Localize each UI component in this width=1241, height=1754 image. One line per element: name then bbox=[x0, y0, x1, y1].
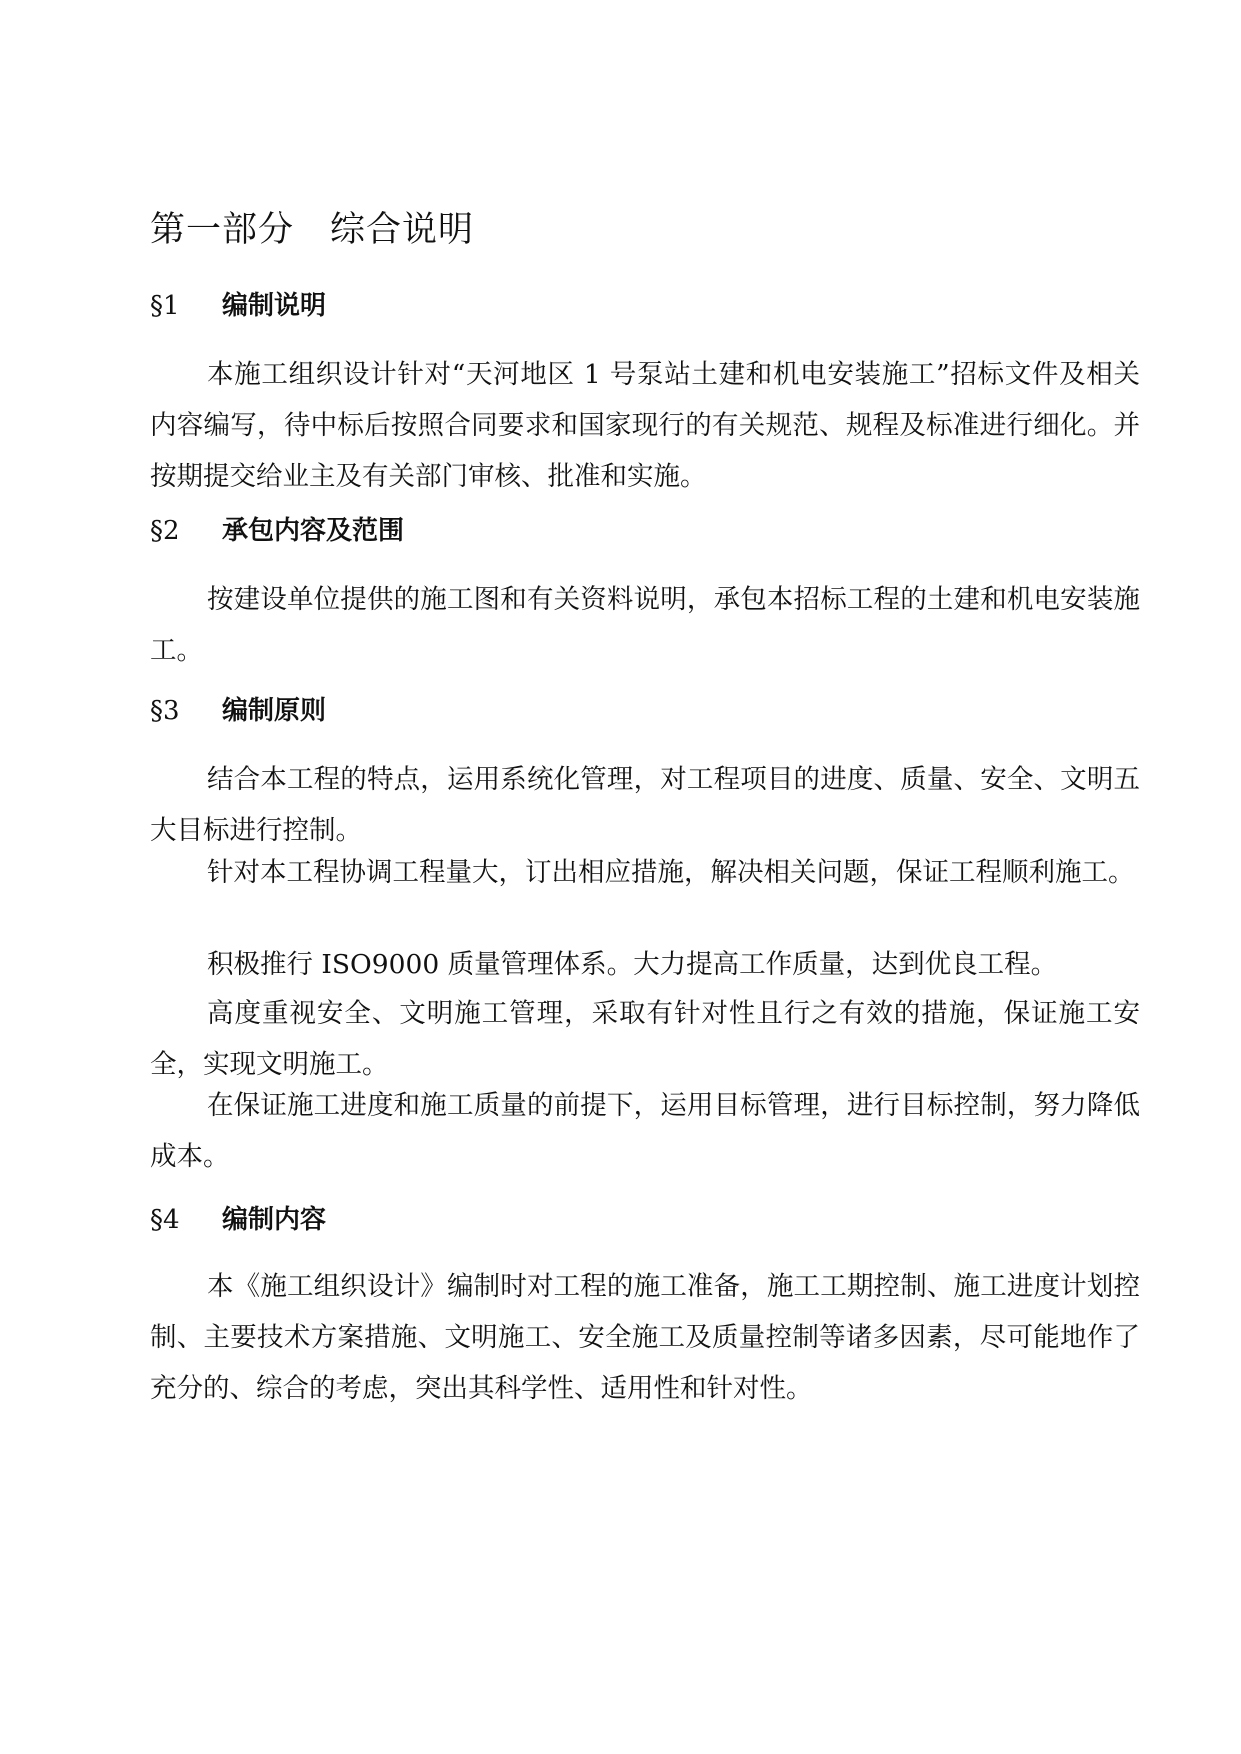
section-title: 编制内容 bbox=[222, 1205, 327, 1235]
part-number: 第一部分 bbox=[150, 210, 295, 250]
section-3-paragraph-5: 在保证施工进度和施工质量的前提下，运用目标管理，进行目标控制，努力降低成本。 bbox=[150, 1090, 1140, 1172]
section-1-paragraph-1: 本施工组织设计针对“天河地区 1 号泵站土建和机电安装施工”招标文件及相关内容编写，待中标后按照合同要求和国家现行的有关规范、规程及标准进行细化。并按期提交给业主及有关部门审核、批准和实施。 bbox=[150, 359, 1140, 492]
section-3-paragraph-3: 积极推行 ISO9000 质量管理体系。大力提高工作质量，达到优良工程。 bbox=[207, 949, 1058, 980]
section-3-paragraph-2: 针对本工程协调工程量大，订出相应措施，解决相关问题，保证工程顺利施工。 bbox=[207, 857, 1135, 888]
section-3-heading bbox=[150, 691, 326, 731]
part-title bbox=[150, 205, 474, 255]
section-number: §4 bbox=[150, 1205, 180, 1235]
section-4-heading bbox=[150, 1200, 326, 1240]
section-title: 承包内容及范围 bbox=[222, 516, 405, 546]
section-1-heading bbox=[150, 286, 326, 326]
section-number: §1 bbox=[150, 291, 180, 321]
section-title: 编制原则 bbox=[222, 696, 327, 726]
section-title: 编制说明 bbox=[222, 291, 327, 321]
section-number: §3 bbox=[150, 696, 180, 726]
section-3-paragraph-4: 高度重视安全、文明施工管理，采取有针对性且行之有效的措施，保证施工安全，实现文明施工。 bbox=[150, 998, 1140, 1080]
section-2-heading bbox=[150, 511, 404, 551]
section-4-paragraph-1: 本《施工组织设计》编制时对工程的施工准备，施工工期控制、施工进度计划控制、主要技术方案措施、文明施工、安全施工及质量控制等诸多因素，尽可能地作了充分的、综合的考虑，突出其科学性、适用性和针对性。 bbox=[150, 1271, 1140, 1404]
section-2-paragraph-1: 按建设单位提供的施工图和有关资料说明，承包本招标工程的土建和机电安装施工。 bbox=[150, 584, 1140, 666]
section-3-paragraph-1: 结合本工程的特点，运用系统化管理，对工程项目的进度、质量、安全、文明五大目标进行控制。 bbox=[150, 764, 1140, 846]
part-name: 综合说明 bbox=[330, 210, 475, 250]
section-number: §2 bbox=[150, 516, 180, 546]
